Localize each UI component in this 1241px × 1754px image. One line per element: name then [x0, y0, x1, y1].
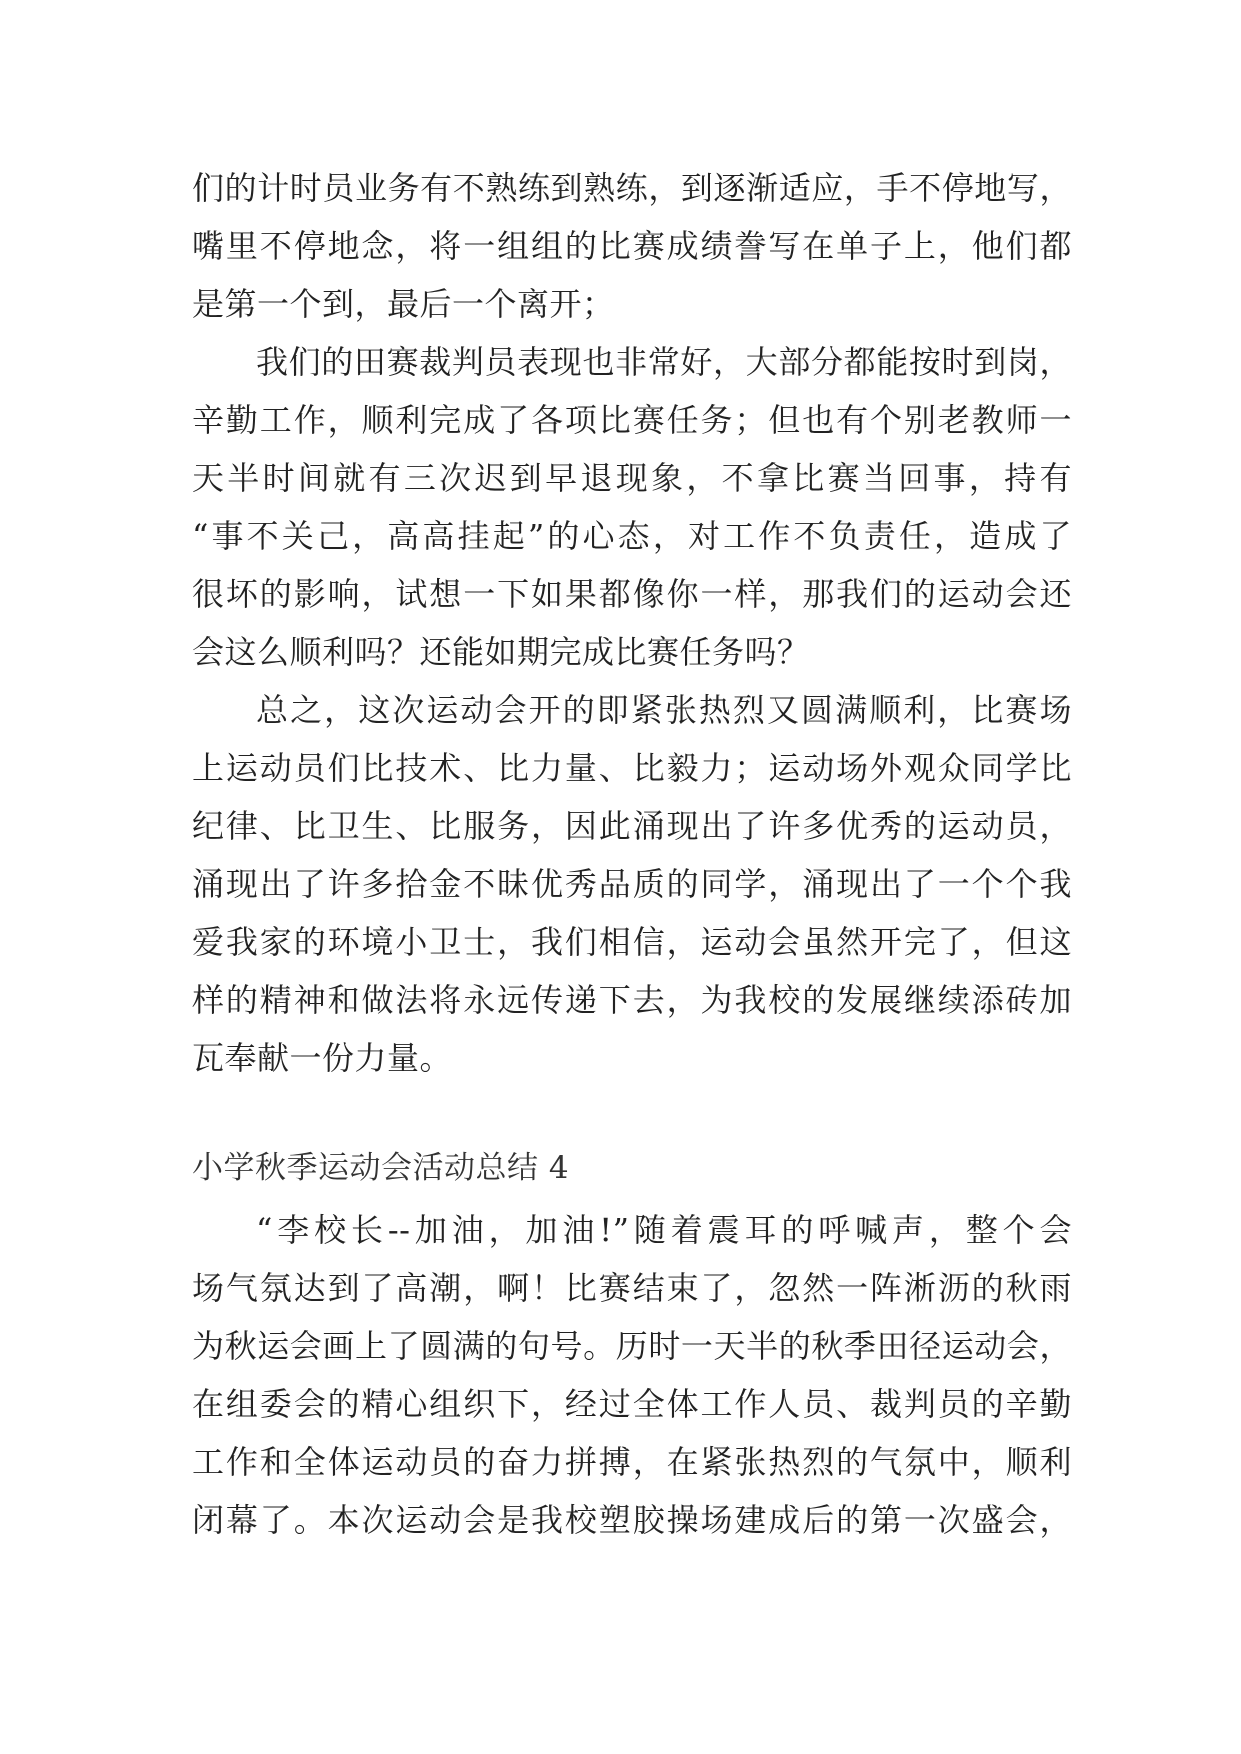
text-line: 纪律、比卫生、比服务，因此涌现出了许多优秀的运动员， [192, 807, 1072, 845]
text-line: 很坏的影响，试想一下如果都像你一样，那我们的运动会还 [192, 575, 1072, 613]
text-line: 为秋运会画上了圆满的句号。历时一天半的秋季田径运动会， [192, 1327, 1072, 1365]
text-line: 场气氛达到了高潮，啊！比赛结束了，忽然一阵淅沥的秋雨 [192, 1269, 1072, 1307]
text-line: 天半时间就有三次迟到早退现象，不拿比赛当回事，持有 [192, 459, 1072, 497]
text-line: 瓦奉献一份力量。 [192, 1039, 453, 1077]
text-line: 闭幕了。本次运动会是我校塑胶操场建成后的第一次盛会， [192, 1501, 1072, 1539]
text-line: 涌现出了许多拾金不昧优秀品质的同学，涌现出了一个个我 [192, 865, 1072, 903]
text-line: 会这么顺利吗？还能如期完成比赛任务吗？ [192, 633, 810, 671]
text-line: 们的计时员业务有不熟练到熟练，到逐渐适应，手不停地写， [192, 169, 1072, 207]
text-line: 在组委会的精心组织下，经过全体工作人员、裁判员的辛勤 [192, 1385, 1072, 1423]
text-line: “李校长--加油，加油!”随着震耳的呼喊声，整个会 [256, 1211, 1072, 1249]
text-line: 总之，这次运动会开的即紧张热烈又圆满顺利，比赛场 [256, 691, 1072, 729]
text-line: 是第一个到，最后一个离开； [192, 285, 615, 323]
text-line: 样的精神和做法将永远传递下去，为我校的发展继续添砖加 [192, 981, 1072, 1019]
text-line: 嘴里不停地念，将一组组的比赛成绩誊写在单子上，他们都 [192, 227, 1072, 265]
section-heading: 小学秋季运动会活动总结 4 [192, 1150, 570, 1186]
text-line: 我们的田赛裁判员表现也非常好，大部分都能按时到岗， [256, 343, 1072, 381]
text-line: 上运动员们比技术、比力量、比毅力；运动场外观众同学比 [192, 749, 1072, 787]
text-line: “事不关己，高高挂起”的心态，对工作不负责任，造成了 [192, 517, 1072, 555]
text-line: 爱我家的环境小卫士，我们相信，运动会虽然开完了，但这 [192, 923, 1072, 961]
text-line: 工作和全体运动员的奋力拼搏，在紧张热烈的气氛中，顺利 [192, 1443, 1072, 1481]
text-line: 辛勤工作，顺利完成了各项比赛任务；但也有个别老教师一 [192, 401, 1072, 439]
